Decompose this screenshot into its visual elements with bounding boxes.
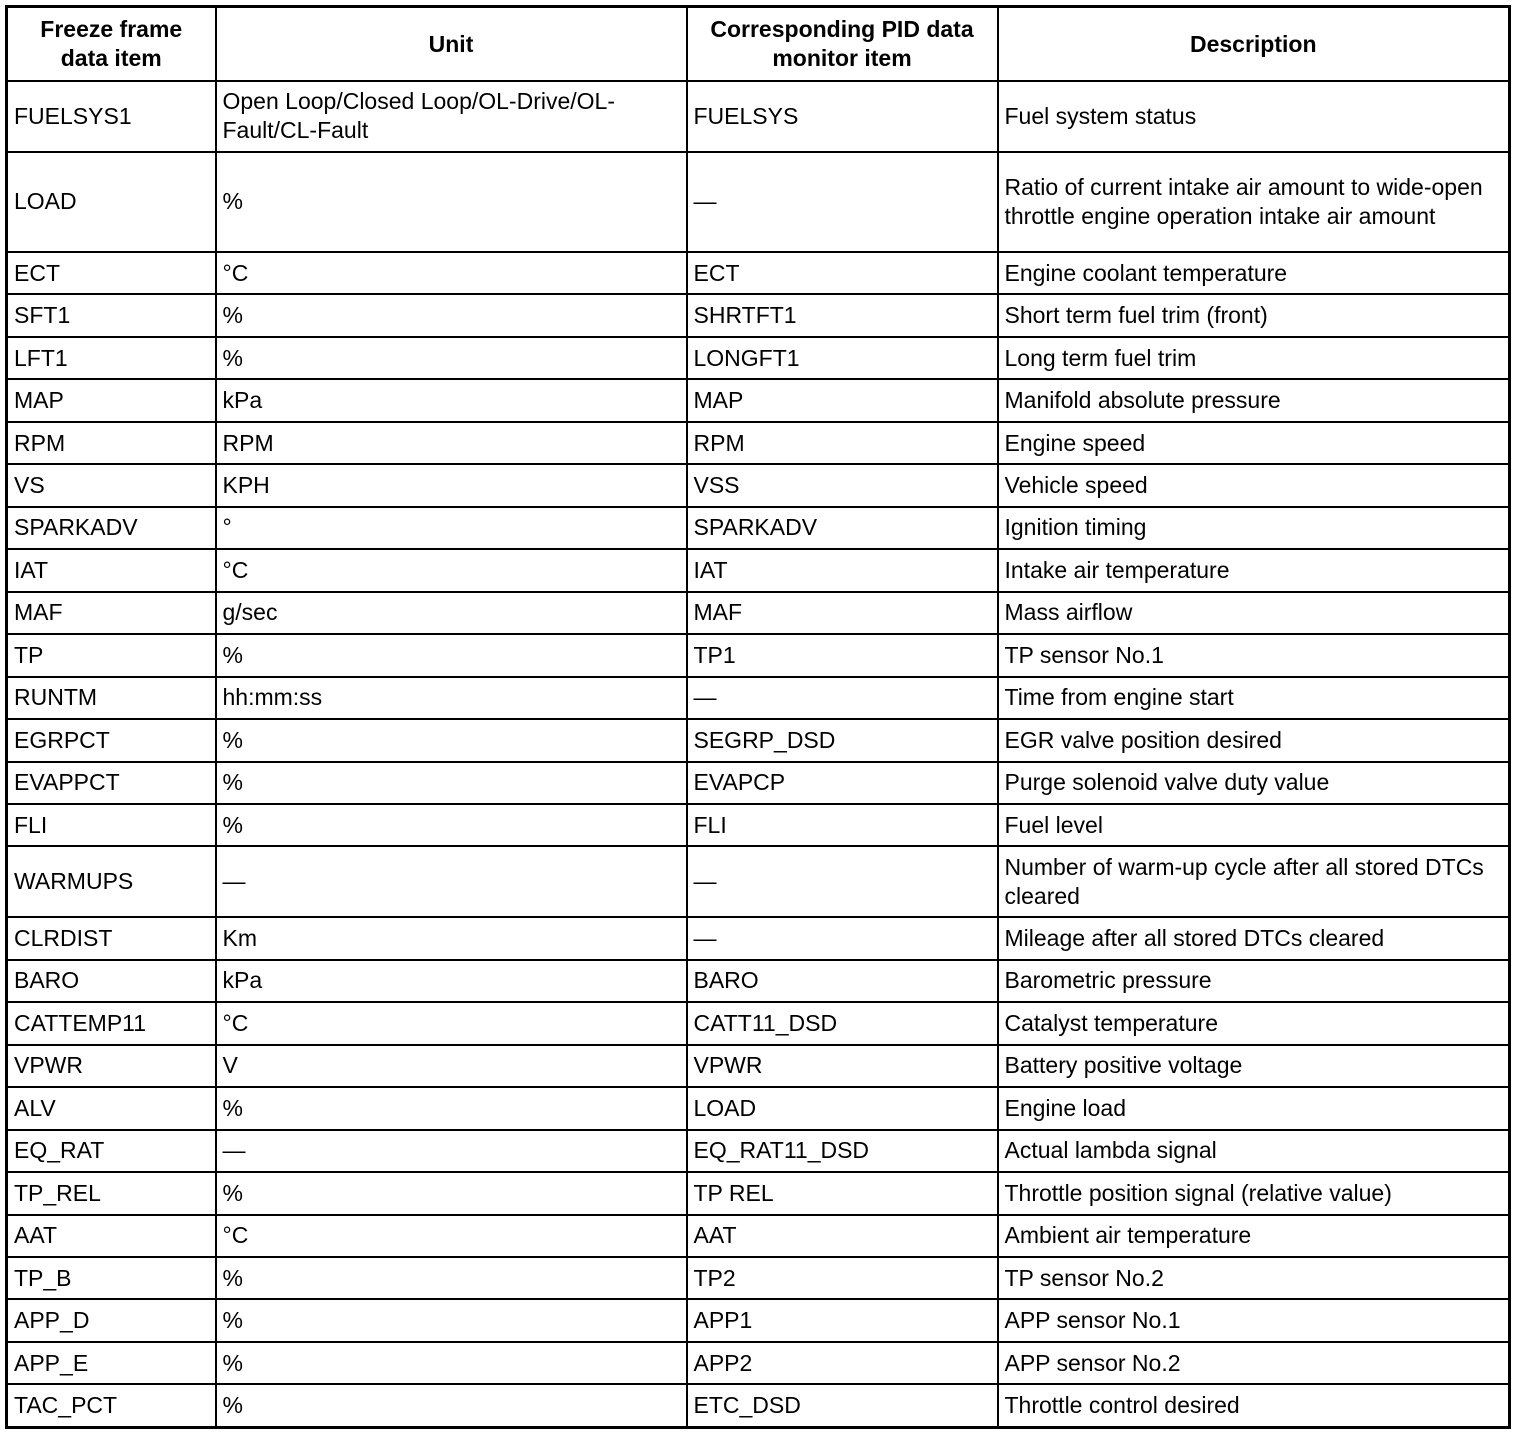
cell-freeze-frame-item: RUNTM: [7, 677, 216, 719]
cell-freeze-frame-item: BARO: [7, 960, 216, 1002]
cell-freeze-frame-item: AAT: [7, 1215, 216, 1257]
cell-unit: %: [216, 719, 687, 761]
cell-pid-item: VSS: [687, 464, 998, 506]
table-row: [7, 379, 1510, 421]
cell-description: EGR valve position desired: [998, 719, 1510, 761]
cell-freeze-frame-item: ECT: [7, 252, 216, 294]
cell-unit: °C: [216, 252, 687, 294]
cell-pid-item: VPWR: [687, 1045, 998, 1087]
cell-unit: %: [216, 1299, 687, 1341]
cell-unit: %: [216, 1257, 687, 1299]
cell-freeze-frame-item: TP_B: [7, 1257, 216, 1299]
cell-freeze-frame-item: FLI: [7, 804, 216, 846]
cell-unit: kPa: [216, 960, 687, 1002]
table-row: [7, 960, 1510, 1002]
table-row: [7, 1299, 1510, 1341]
cell-description: TP sensor No.2: [998, 1257, 1510, 1299]
cell-description: Battery positive voltage: [998, 1045, 1510, 1087]
cell-pid-item: IAT: [687, 549, 998, 591]
cell-freeze-frame-item: FUELSYS1: [7, 81, 216, 152]
table-row: [7, 294, 1510, 336]
cell-pid-item: TP1: [687, 634, 998, 676]
freeze-frame-table: [5, 5, 1511, 1429]
cell-unit: RPM: [216, 422, 687, 464]
cell-description: APP sensor No.2: [998, 1342, 1510, 1384]
cell-description: Number of warm-up cycle after all stored DTCs cleared: [998, 846, 1510, 917]
cell-freeze-frame-item: SFT1: [7, 294, 216, 336]
cell-unit: %: [216, 294, 687, 336]
table-row: [7, 846, 1510, 917]
cell-description: Engine load: [998, 1087, 1510, 1129]
cell-unit: —: [216, 1130, 687, 1172]
cell-pid-item: SEGRP_DSD: [687, 719, 998, 761]
cell-freeze-frame-item: ALV: [7, 1087, 216, 1129]
table-row: [7, 81, 1510, 152]
cell-unit: %: [216, 152, 687, 252]
cell-pid-item: —: [687, 846, 998, 917]
cell-unit: %: [216, 1342, 687, 1384]
cell-unit: %: [216, 1087, 687, 1129]
cell-unit: %: [216, 762, 687, 804]
header-pid-item: Corresponding PID data monitor item: [687, 7, 998, 82]
cell-description: Mass airflow: [998, 592, 1510, 634]
cell-description: Purge solenoid valve duty value: [998, 762, 1510, 804]
cell-unit: hh:mm:ss: [216, 677, 687, 719]
cell-pid-item: LOAD: [687, 1087, 998, 1129]
cell-unit: V: [216, 1045, 687, 1087]
table-row: [7, 1002, 1510, 1044]
table-row: [7, 152, 1510, 252]
cell-freeze-frame-item: LOAD: [7, 152, 216, 252]
cell-pid-item: ETC_DSD: [687, 1384, 998, 1427]
header-freeze-frame-item: Freeze frame data item: [7, 7, 216, 82]
cell-unit: %: [216, 1384, 687, 1427]
cell-unit: KPH: [216, 464, 687, 506]
cell-description: APP sensor No.1: [998, 1299, 1510, 1341]
cell-unit: °C: [216, 549, 687, 591]
cell-description: TP sensor No.1: [998, 634, 1510, 676]
table-row: [7, 677, 1510, 719]
table-row: [7, 1215, 1510, 1257]
header-unit: Unit: [216, 7, 687, 82]
cell-pid-item: APP2: [687, 1342, 998, 1384]
header-description: Description: [998, 7, 1510, 82]
table-row: [7, 719, 1510, 761]
cell-description: Catalyst temperature: [998, 1002, 1510, 1044]
cell-pid-item: —: [687, 677, 998, 719]
cell-pid-item: MAP: [687, 379, 998, 421]
table-row: [7, 634, 1510, 676]
cell-unit: %: [216, 1172, 687, 1214]
cell-description: Time from engine start: [998, 677, 1510, 719]
cell-freeze-frame-item: MAP: [7, 379, 216, 421]
cell-pid-item: BARO: [687, 960, 998, 1002]
table-row: [7, 1045, 1510, 1087]
table-row: [7, 804, 1510, 846]
cell-description: Throttle position signal (relative value): [998, 1172, 1510, 1214]
cell-pid-item: SHRTFT1: [687, 294, 998, 336]
cell-unit: Open Loop/Closed Loop/OL-Drive/OL-Fault/CL-Fault: [216, 81, 687, 152]
cell-pid-item: MAF: [687, 592, 998, 634]
cell-description: Mileage after all stored DTCs cleared: [998, 917, 1510, 959]
cell-pid-item: AAT: [687, 1215, 998, 1257]
cell-description: Fuel level: [998, 804, 1510, 846]
cell-description: Vehicle speed: [998, 464, 1510, 506]
cell-freeze-frame-item: EVAPPCT: [7, 762, 216, 804]
cell-unit: %: [216, 804, 687, 846]
cell-description: Short term fuel trim (front): [998, 294, 1510, 336]
cell-freeze-frame-item: LFT1: [7, 337, 216, 379]
cell-freeze-frame-item: VS: [7, 464, 216, 506]
cell-pid-item: —: [687, 917, 998, 959]
cell-unit: %: [216, 634, 687, 676]
cell-unit: —: [216, 846, 687, 917]
cell-freeze-frame-item: RPM: [7, 422, 216, 464]
cell-freeze-frame-item: EGRPCT: [7, 719, 216, 761]
cell-pid-item: APP1: [687, 1299, 998, 1341]
cell-pid-item: ECT: [687, 252, 998, 294]
cell-description: Fuel system status: [998, 81, 1510, 152]
cell-freeze-frame-item: TP: [7, 634, 216, 676]
cell-description: Throttle control desired: [998, 1384, 1510, 1427]
cell-unit: g/sec: [216, 592, 687, 634]
cell-description: Long term fuel trim: [998, 337, 1510, 379]
cell-freeze-frame-item: CLRDIST: [7, 917, 216, 959]
cell-freeze-frame-item: IAT: [7, 549, 216, 591]
cell-pid-item: EVAPCP: [687, 762, 998, 804]
cell-freeze-frame-item: WARMUPS: [7, 846, 216, 917]
table-row: [7, 464, 1510, 506]
cell-unit: °C: [216, 1002, 687, 1044]
cell-description: Ratio of current intake air amount to wide-open throttle engine operation intake air amount: [998, 152, 1510, 252]
header-row: [7, 7, 1510, 82]
cell-pid-item: EQ_RAT11_DSD: [687, 1130, 998, 1172]
table-row: [7, 1130, 1510, 1172]
table-row: [7, 1257, 1510, 1299]
cell-unit: %: [216, 337, 687, 379]
cell-unit: kPa: [216, 379, 687, 421]
cell-freeze-frame-item: EQ_RAT: [7, 1130, 216, 1172]
cell-pid-item: FLI: [687, 804, 998, 846]
cell-freeze-frame-item: APP_E: [7, 1342, 216, 1384]
table-row: [7, 422, 1510, 464]
table-row: [7, 1087, 1510, 1129]
cell-description: Engine coolant temperature: [998, 252, 1510, 294]
cell-unit: Km: [216, 917, 687, 959]
table-row: [7, 1172, 1510, 1214]
cell-freeze-frame-item: APP_D: [7, 1299, 216, 1341]
table-row: [7, 762, 1510, 804]
cell-freeze-frame-item: VPWR: [7, 1045, 216, 1087]
cell-pid-item: —: [687, 152, 998, 252]
cell-pid-item: FUELSYS: [687, 81, 998, 152]
table-row: [7, 337, 1510, 379]
table-row: [7, 549, 1510, 591]
cell-unit: °C: [216, 1215, 687, 1257]
cell-unit: °: [216, 507, 687, 549]
cell-description: Intake air temperature: [998, 549, 1510, 591]
cell-description: Ignition timing: [998, 507, 1510, 549]
cell-freeze-frame-item: TP_REL: [7, 1172, 216, 1214]
table-row: [7, 1342, 1510, 1384]
cell-pid-item: TP REL: [687, 1172, 998, 1214]
cell-freeze-frame-item: MAF: [7, 592, 216, 634]
table-row: [7, 592, 1510, 634]
table-row: [7, 917, 1510, 959]
cell-pid-item: RPM: [687, 422, 998, 464]
cell-description: Manifold absolute pressure: [998, 379, 1510, 421]
cell-pid-item: SPARKADV: [687, 507, 998, 549]
cell-freeze-frame-item: SPARKADV: [7, 507, 216, 549]
cell-description: Barometric pressure: [998, 960, 1510, 1002]
table-row: [7, 507, 1510, 549]
cell-description: Ambient air temperature: [998, 1215, 1510, 1257]
cell-description: Engine speed: [998, 422, 1510, 464]
cell-freeze-frame-item: CATTEMP11: [7, 1002, 216, 1044]
cell-description: Actual lambda signal: [998, 1130, 1510, 1172]
table-row: [7, 1384, 1510, 1427]
cell-freeze-frame-item: TAC_PCT: [7, 1384, 216, 1427]
cell-pid-item: TP2: [687, 1257, 998, 1299]
cell-pid-item: LONGFT1: [687, 337, 998, 379]
cell-pid-item: CATT11_DSD: [687, 1002, 998, 1044]
table-row: [7, 252, 1510, 294]
